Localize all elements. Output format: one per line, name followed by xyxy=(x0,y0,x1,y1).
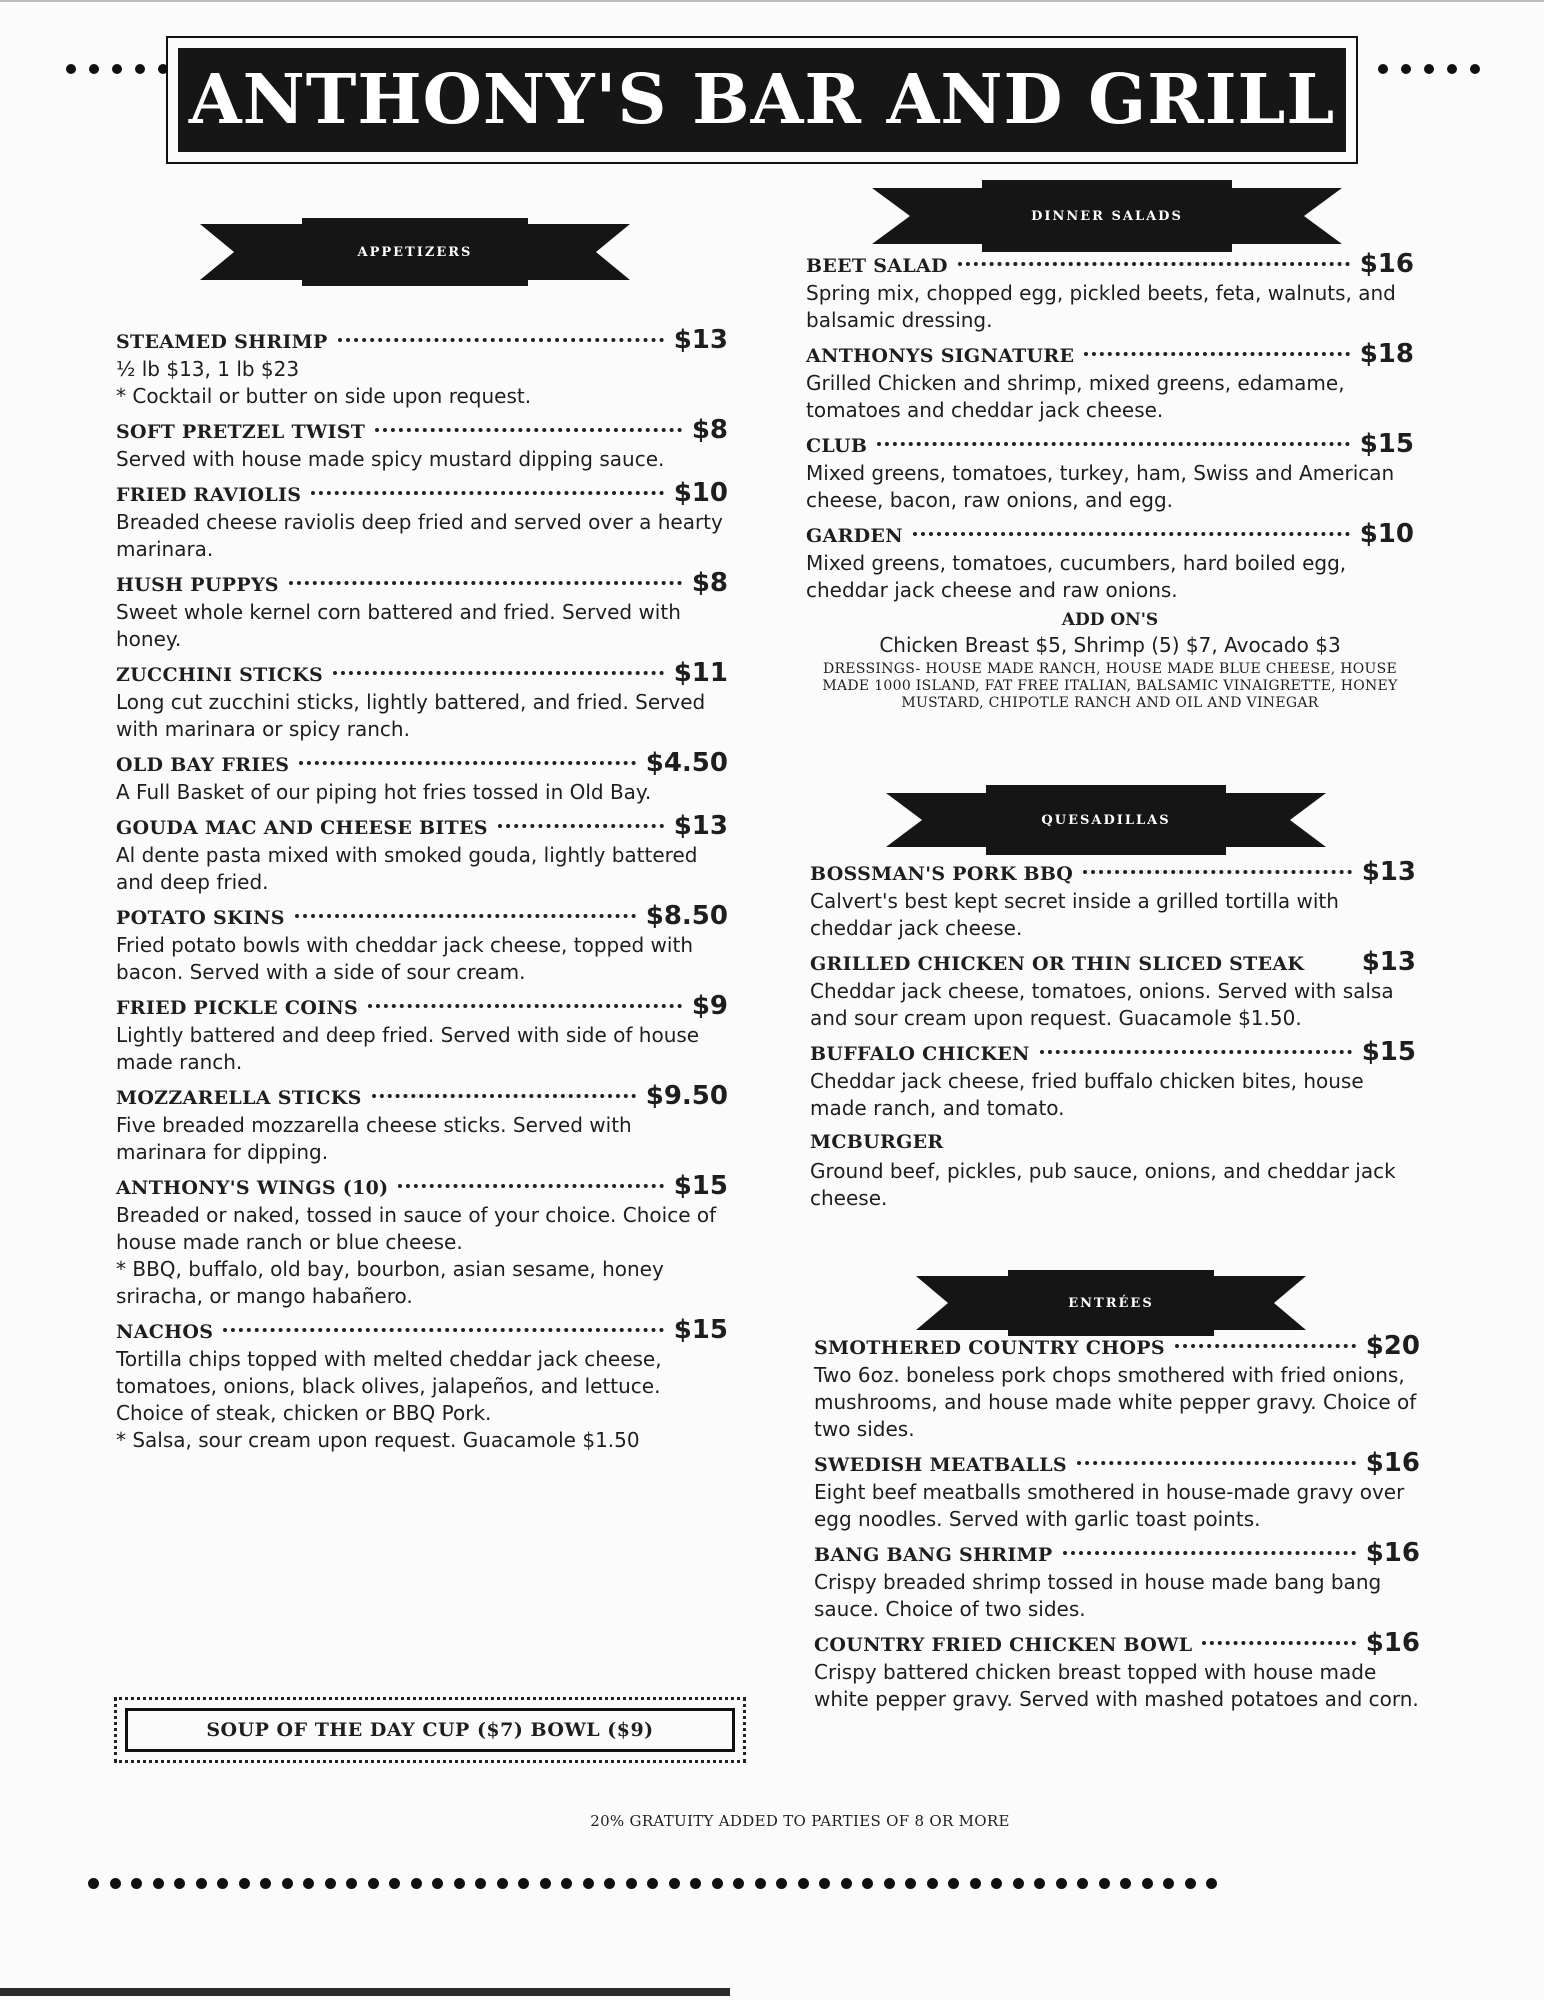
footer-dot xyxy=(1056,1878,1067,1889)
item-price: $4.50 xyxy=(645,748,728,778)
leader-dots xyxy=(498,824,664,828)
dressings-list: DRESSINGS- HOUSE MADE RANCH, HOUSE MADE BLUE CHEESE, HOUSE MADE 1000 ISLAND, FAT FREE ITALIAN, BALSAMIC VINAIGRETTE, HONEY MUSTARD, CHIPOTLE RANCH AND OIL AND VINEGAR xyxy=(822,661,1398,711)
quesadillas-heading: QUESADILLAS xyxy=(1041,812,1171,828)
menu-item xyxy=(116,747,728,806)
footer-dot xyxy=(1142,1878,1153,1889)
item-price: $16 xyxy=(1365,1448,1420,1478)
item-name: ZUCCHINI STICKS xyxy=(116,664,323,686)
footer-dot xyxy=(174,1878,185,1889)
menu-item xyxy=(116,567,728,653)
item-price: $15 xyxy=(673,1171,728,1201)
leader-dots xyxy=(1175,1344,1356,1348)
menu-item xyxy=(116,657,728,743)
item-price: $11 xyxy=(673,658,728,688)
leader-gap xyxy=(1314,960,1351,964)
footer-dot xyxy=(368,1878,379,1889)
footer-dot xyxy=(1077,1878,1088,1889)
item-description: Crispy battered chicken breast topped with house made white pepper gravy. Served with mashed potatoes and corn. xyxy=(814,1660,1419,1711)
item-name: CLUB xyxy=(806,435,868,457)
footer-dot xyxy=(303,1878,314,1889)
soup-of-the-day: SOUP OF THE DAY CUP ($7) BOWL ($9) xyxy=(125,1708,735,1752)
item-name: SMOTHERED COUNTRY CHOPS xyxy=(814,1337,1165,1359)
item-price: $20 xyxy=(1365,1331,1420,1361)
leader-dots xyxy=(1040,1050,1352,1054)
item-description: Grilled Chicken and shrimp, mixed greens, edamame, tomatoes and cheddar jack cheese. xyxy=(806,371,1345,422)
leader-dots xyxy=(1084,352,1349,356)
footer-dot xyxy=(755,1878,766,1889)
footer-dot xyxy=(690,1878,701,1889)
item-price: $16 xyxy=(1365,1628,1420,1658)
item-name: MOZZARELLA STICKS xyxy=(116,1087,362,1109)
item-note: * Cocktail or butter on side upon request. xyxy=(116,384,532,408)
menu-item xyxy=(116,1080,728,1166)
footer-dot xyxy=(927,1878,938,1889)
item-description: Eight beef meatballs smothered in house-made gravy over egg noodles. Served with garlic toast points. xyxy=(814,1480,1405,1531)
footer-dot xyxy=(1120,1878,1131,1889)
menu-item xyxy=(116,477,728,563)
item-price: $13 xyxy=(673,811,728,841)
leader-dots xyxy=(333,671,664,675)
menu-item xyxy=(810,1036,1416,1122)
leader-dots xyxy=(289,581,682,585)
item-description: Al dente pasta mixed with smoked gouda, lightly battered and deep fried. xyxy=(116,843,698,894)
leader-dots xyxy=(299,761,635,765)
addons-title: ADD ON'S xyxy=(1061,610,1159,630)
footer-dot xyxy=(239,1878,250,1889)
footer-dot xyxy=(454,1878,465,1889)
item-price: $8 xyxy=(691,415,728,445)
footer-dot xyxy=(1163,1878,1174,1889)
item-description: Cheddar jack cheese, tomatoes, onions. Served with salsa and sour cream upon request. Guacamole $1.50. xyxy=(810,979,1394,1030)
entrees-banner xyxy=(916,1270,1306,1336)
addons-list: Chicken Breast $5, Shrimp (5) $7, Avocado $3 xyxy=(879,633,1341,657)
header-dots-right xyxy=(1378,64,1480,74)
item-price: $10 xyxy=(673,478,728,508)
item-description: Served with house made spicy mustard dipping sauce. xyxy=(116,447,665,471)
menu-item xyxy=(116,990,728,1076)
item-name: BUFFALO CHICKEN xyxy=(810,1043,1030,1065)
appetizers-banner xyxy=(200,218,630,286)
item-price: $16 xyxy=(1359,249,1414,279)
footer-dot xyxy=(604,1878,615,1889)
footer-dot xyxy=(647,1878,658,1889)
item-note: * BBQ, buffalo, old bay, bourbon, asian sesame, honey sriracha, or mango habañero. xyxy=(116,1257,664,1308)
footer-dot xyxy=(905,1878,916,1889)
item-price: $10 xyxy=(1359,519,1414,549)
footer-dot xyxy=(282,1878,293,1889)
appetizers-list xyxy=(116,324,728,1458)
item-name: HUSH PUPPYS xyxy=(116,574,279,596)
soup-box xyxy=(114,1697,746,1763)
top-border xyxy=(0,0,1544,2)
item-note: * Salsa, sour cream upon request. Guacamole $1.50 xyxy=(116,1428,640,1452)
quesadillas-list xyxy=(810,856,1416,1216)
item-price: $15 xyxy=(1359,429,1414,459)
leader-dots xyxy=(1077,1461,1356,1465)
leader-dots xyxy=(877,442,1349,446)
footer-dot xyxy=(1099,1878,1110,1889)
item-name: ANTHONYS SIGNATURE xyxy=(806,345,1075,367)
item-description: Lightly battered and deep fried. Served with side of house made ranch. xyxy=(116,1023,700,1074)
footer-dot xyxy=(841,1878,852,1889)
menu-item xyxy=(814,1537,1420,1623)
menu-item xyxy=(806,428,1414,514)
footer-dot xyxy=(518,1878,529,1889)
footer-dot xyxy=(561,1878,572,1889)
item-price: $8 xyxy=(691,568,728,598)
item-name: ANTHONY'S WINGS (10) xyxy=(116,1177,389,1199)
salads-banner xyxy=(872,180,1342,252)
menu-item xyxy=(810,1126,1416,1212)
item-price: $13 xyxy=(1361,857,1416,887)
item-price: $15 xyxy=(673,1315,728,1345)
entrees-heading: ENTRÉES xyxy=(1068,1295,1154,1311)
item-description: Two 6oz. boneless pork chops smothered with fried onions, mushrooms, and house made white pepper gravy. Choice of two sides. xyxy=(814,1363,1417,1441)
item-name: STEAMED SHRIMP xyxy=(116,331,328,353)
title-box xyxy=(166,36,1358,164)
scan-edge xyxy=(0,1988,730,1996)
leader-dots xyxy=(1202,1641,1355,1645)
item-description: Breaded cheese raviolis deep fried and served over a hearty marinara. xyxy=(116,510,723,561)
item-description: Calvert's best kept secret inside a grilled tortilla with cheddar jack cheese. xyxy=(810,889,1339,940)
footer-dot xyxy=(862,1878,873,1889)
footer-dot xyxy=(970,1878,981,1889)
item-description: Tortilla chips topped with melted cheddar jack cheese, tomatoes, onions, black olives, jalapeños, and lettuce. Choice of steak, chicken or BBQ Pork. xyxy=(116,1347,662,1425)
menu-item xyxy=(814,1627,1420,1713)
item-description: Five breaded mozzarella cheese sticks. Served with marinara for dipping. xyxy=(116,1113,632,1164)
item-description: Cheddar jack cheese, fried buffalo chicken bites, house made ranch, and tomato. xyxy=(810,1069,1364,1120)
menu-item xyxy=(810,946,1416,1032)
menu-item xyxy=(810,856,1416,942)
item-description: ½ lb $13, 1 lb $23 xyxy=(116,357,300,381)
menu-item xyxy=(116,900,728,986)
salads-heading: DINNER SALADS xyxy=(1031,208,1183,224)
leader-dots xyxy=(338,338,664,342)
item-description: Mixed greens, tomatoes, turkey, ham, Swiss and American cheese, bacon, raw onions, and egg. xyxy=(806,461,1395,512)
item-description: Mixed greens, tomatoes, cucumbers, hard boiled egg, cheddar jack cheese and raw onions. xyxy=(806,551,1347,602)
footer-dot xyxy=(948,1878,959,1889)
footer-dot xyxy=(131,1878,142,1889)
footer-dot xyxy=(798,1878,809,1889)
footer-dot xyxy=(260,1878,271,1889)
item-description: Fried potato bowls with cheddar jack cheese, topped with bacon. Served with a side of sour cream. xyxy=(116,933,693,984)
menu-item xyxy=(116,1314,728,1454)
menu-item xyxy=(814,1330,1420,1443)
item-price: $9 xyxy=(691,991,728,1021)
footer-dot xyxy=(991,1878,1002,1889)
menu-item xyxy=(116,324,728,410)
leader-dots xyxy=(368,1004,682,1008)
item-description: Ground beef, pickles, pub sauce, onions, and cheddar jack cheese. xyxy=(810,1159,1396,1210)
footer-dot xyxy=(88,1878,99,1889)
item-name: BEET SALAD xyxy=(806,255,948,277)
item-price: $9.50 xyxy=(645,1081,728,1111)
leader-dots xyxy=(295,914,636,918)
menu-item xyxy=(806,338,1414,424)
footer-dot xyxy=(432,1878,443,1889)
menu-item xyxy=(806,248,1414,334)
item-description: Breaded or naked, tossed in sauce of your choice. Choice of house made ranch or blue cheese. xyxy=(116,1203,717,1254)
item-price: $13 xyxy=(1361,947,1416,977)
footer-dot xyxy=(217,1878,228,1889)
leader-dots xyxy=(958,262,1350,266)
item-price: $8.50 xyxy=(645,901,728,931)
item-price: $18 xyxy=(1359,339,1414,369)
gratuity-note: 20% GRATUITY ADDED TO PARTIES OF 8 OR MORE xyxy=(590,1812,1010,1830)
header-dots-left xyxy=(66,64,168,74)
item-price: $13 xyxy=(673,325,728,355)
footer-dot xyxy=(1013,1878,1024,1889)
leader-dots xyxy=(1063,1551,1356,1555)
footer-dot xyxy=(475,1878,486,1889)
footer-dot xyxy=(411,1878,422,1889)
item-name: SWEDISH MEATBALLS xyxy=(814,1454,1067,1476)
menu-item xyxy=(116,810,728,896)
footer-dot xyxy=(389,1878,400,1889)
footer-dot xyxy=(733,1878,744,1889)
leader-dots xyxy=(372,1094,636,1098)
item-name: FRIED PICKLE COINS xyxy=(116,997,359,1019)
addons-section xyxy=(806,608,1414,712)
item-description: Crispy breaded shrimp tossed in house made bang bang sauce. Choice of two sides. xyxy=(814,1570,1382,1621)
item-name: BOSSMAN'S PORK BBQ xyxy=(810,863,1074,885)
item-description: A Full Basket of our piping hot fries tossed in Old Bay. xyxy=(116,780,652,804)
footer-dot xyxy=(669,1878,680,1889)
item-name: FRIED RAVIOLIS xyxy=(116,484,302,506)
footer-dot xyxy=(346,1878,357,1889)
item-description: Long cut zucchini sticks, lightly battered, and fried. Served with marinara or spicy ranch. xyxy=(116,690,706,741)
item-description: Sweet whole kernel corn battered and fried. Served with honey. xyxy=(116,600,681,651)
page-title: ANTHONY'S BAR AND GRILL xyxy=(178,48,1346,152)
footer-dot xyxy=(110,1878,121,1889)
item-name: OLD BAY FRIES xyxy=(116,754,290,776)
item-name: BANG BANG SHRIMP xyxy=(814,1544,1053,1566)
item-name: MCBURGER xyxy=(810,1131,944,1153)
leader-dots xyxy=(913,532,1350,536)
footer-dot xyxy=(540,1878,551,1889)
footer-dot xyxy=(153,1878,164,1889)
item-price: $15 xyxy=(1361,1037,1416,1067)
appetizers-heading: APPETIZERS xyxy=(357,244,473,260)
leader-dots xyxy=(223,1328,663,1332)
menu-item xyxy=(116,414,728,473)
salads-list xyxy=(806,248,1414,712)
footer-dot xyxy=(712,1878,723,1889)
menu-item xyxy=(116,1170,728,1310)
item-name: GARDEN xyxy=(806,525,903,547)
footer-dot xyxy=(626,1878,637,1889)
footer-dot xyxy=(1206,1878,1217,1889)
menu-item xyxy=(806,518,1414,604)
footer-dot xyxy=(325,1878,336,1889)
footer-dot xyxy=(776,1878,787,1889)
footer-dot xyxy=(1034,1878,1045,1889)
item-name: GRILLED CHICKEN OR THIN SLICED STEAK xyxy=(810,953,1305,975)
footer-dot xyxy=(884,1878,895,1889)
footer-dots xyxy=(88,1878,1217,1889)
item-name: GOUDA MAC AND CHEESE BITES xyxy=(116,817,488,839)
footer-dot xyxy=(1185,1878,1196,1889)
menu-item xyxy=(814,1447,1420,1533)
item-description: Spring mix, chopped egg, pickled beets, feta, walnuts, and balsamic dressing. xyxy=(806,281,1396,332)
footer-dot xyxy=(819,1878,830,1889)
quesadillas-banner xyxy=(886,785,1326,855)
footer-dot xyxy=(196,1878,207,1889)
footer-dot xyxy=(583,1878,594,1889)
item-name: COUNTRY FRIED CHICKEN BOWL xyxy=(814,1634,1193,1656)
item-name: NACHOS xyxy=(116,1321,214,1343)
leader-dots xyxy=(311,491,663,495)
item-price: $16 xyxy=(1365,1538,1420,1568)
leader-dots xyxy=(398,1184,663,1188)
item-name: SOFT PRETZEL TWIST xyxy=(116,421,366,443)
leader-dots xyxy=(375,428,682,432)
entrees-list xyxy=(814,1330,1420,1717)
footer-dot xyxy=(497,1878,508,1889)
item-name: POTATO SKINS xyxy=(116,907,285,929)
leader-dots xyxy=(1083,870,1352,874)
